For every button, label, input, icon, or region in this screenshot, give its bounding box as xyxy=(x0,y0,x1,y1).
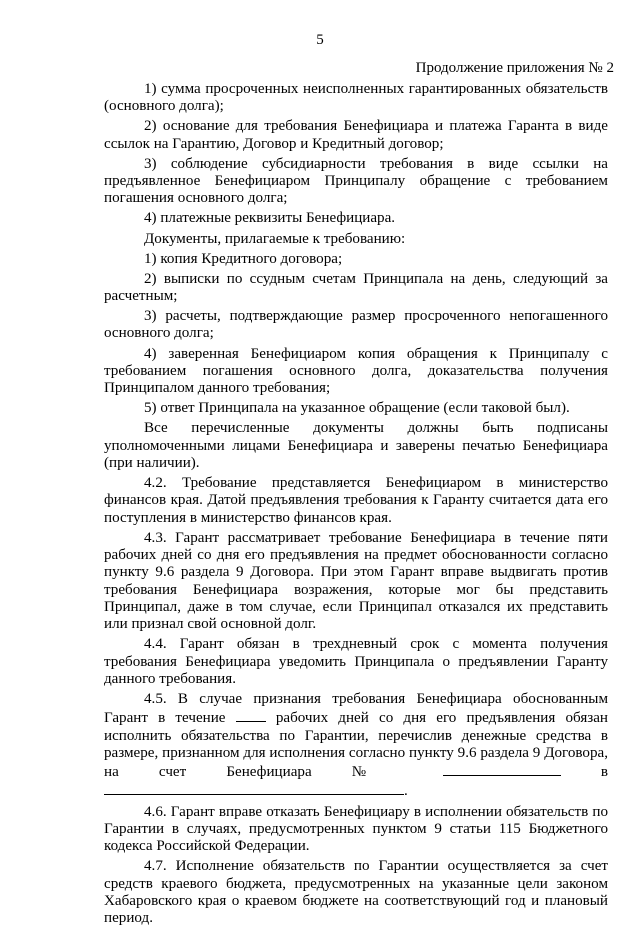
blank-bank-name-field xyxy=(104,781,404,795)
paragraph-4-5-text-4: . xyxy=(404,783,408,800)
paragraph-4-2: 4.2. Требование представляется Бенефициаром в министерство финансов края. Датой предъявления требования к Гаранту считается дата его поступления в министерство финансов края. xyxy=(104,475,608,526)
paragraph-requirement-item-3: 3) соблюдение субсидиарности требования в виде ссылки на предъявленное Бенефициаром Принципалу обращение с требованием погашения основного долга; xyxy=(104,155,608,207)
paragraph-4-5-text-3: в xyxy=(560,764,608,781)
paragraph-4-5-text-2: рабочих дней со дня его предъявления обязан исполнить обязательства по Гарантии, перечислив денежные средства в размере, признанном для исполнения согласно пункту 9.6 раздела 9 Договора, на счет Бенефициара № xyxy=(104,710,609,781)
paragraph-requirement-item-2: 2) основание для требования Бенефициара и платежа Гаранта в виде ссылок на Гарантию, Договор и Кредитный договор; xyxy=(104,118,608,152)
paragraph-attached-documents-heading: Документы, прилагаемые к требованию: xyxy=(144,230,406,247)
page-number: 5 xyxy=(316,32,324,48)
paragraph-4-5-text-1: 4.5. В случае признания требования Бенефициара обоснованным Гарант в течение xyxy=(104,690,608,727)
paragraph-document-item-2: 2) выписки по ссудным счетам Принципала на день, следующий за расчетным; xyxy=(104,270,608,305)
paragraph-4-4: 4.4. Гарант обязан в трехдневный срок с момента получения требования Бенефициара уведомить Принципала о предъявлении Гаранту данного требования. xyxy=(104,636,608,687)
paragraph-document-item-1: 1) копия Кредитного договора; xyxy=(144,250,343,267)
document-body xyxy=(104,81,608,930)
paragraph-4-5 xyxy=(104,691,608,801)
paragraph-4-6: 4.6. Гарант вправе отказать Бенефициару в исполнении обязательств по Гарантии в случаях, предусмотренных пунктом 9 статьи 115 Бюджетного кодекса Российской Федерации. xyxy=(104,803,608,855)
paragraph-document-item-5: 5) ответ Принципала на указанное обращение (если таковой был). xyxy=(144,400,570,417)
paragraph-requirement-item-4: 4) платежные реквизиты Бенефициара. xyxy=(144,210,396,227)
blank-account-number-field xyxy=(443,762,561,776)
blank-days-field xyxy=(236,708,266,722)
paragraph-requirement-item-1: 1) сумма просроченных неисполненных гарантированных обязательств (основного долга); xyxy=(104,81,608,115)
paragraph-documents-signature: Все перечисленные документы должны быть подписаны уполномоченными лицами Бенефициара и заверены печатью Бенефициара (при наличии). xyxy=(104,420,608,471)
paragraph-4-3: 4.3. Гарант рассматривает требование Бенефициара в течение пяти рабочих дней со дня его предъявления на предмет обоснованности согласно пункту 9.6 раздела 9 Договора. При этом Гарант вправе выдвигать против требования Бенефициара возражения, которые мог бы представить Принципал, даже в том случае, если Принципал отказался их представить или признал свой основной долг. xyxy=(104,529,608,633)
paragraph-4-7: 4.7. Исполнение обязательств по Гарантии осуществляется за счет средств краевого бюджета, предусмотренных на указанные цели законом Хабаровского края о краевом бюджете на соответствующий год и плановый период. xyxy=(104,858,608,927)
appendix-continuation-note: Продолжение приложения № 2 xyxy=(415,60,614,76)
paragraph-document-item-3: 3) расчеты, подтверждающие размер просроченного непогашенного основного долга; xyxy=(104,308,608,342)
paragraph-document-item-4: 4) заверенная Бенефициаром копия обращения к Принципалу с требованием погашения основного долга, доказательства получения Принципалом данного требования; xyxy=(104,345,608,397)
